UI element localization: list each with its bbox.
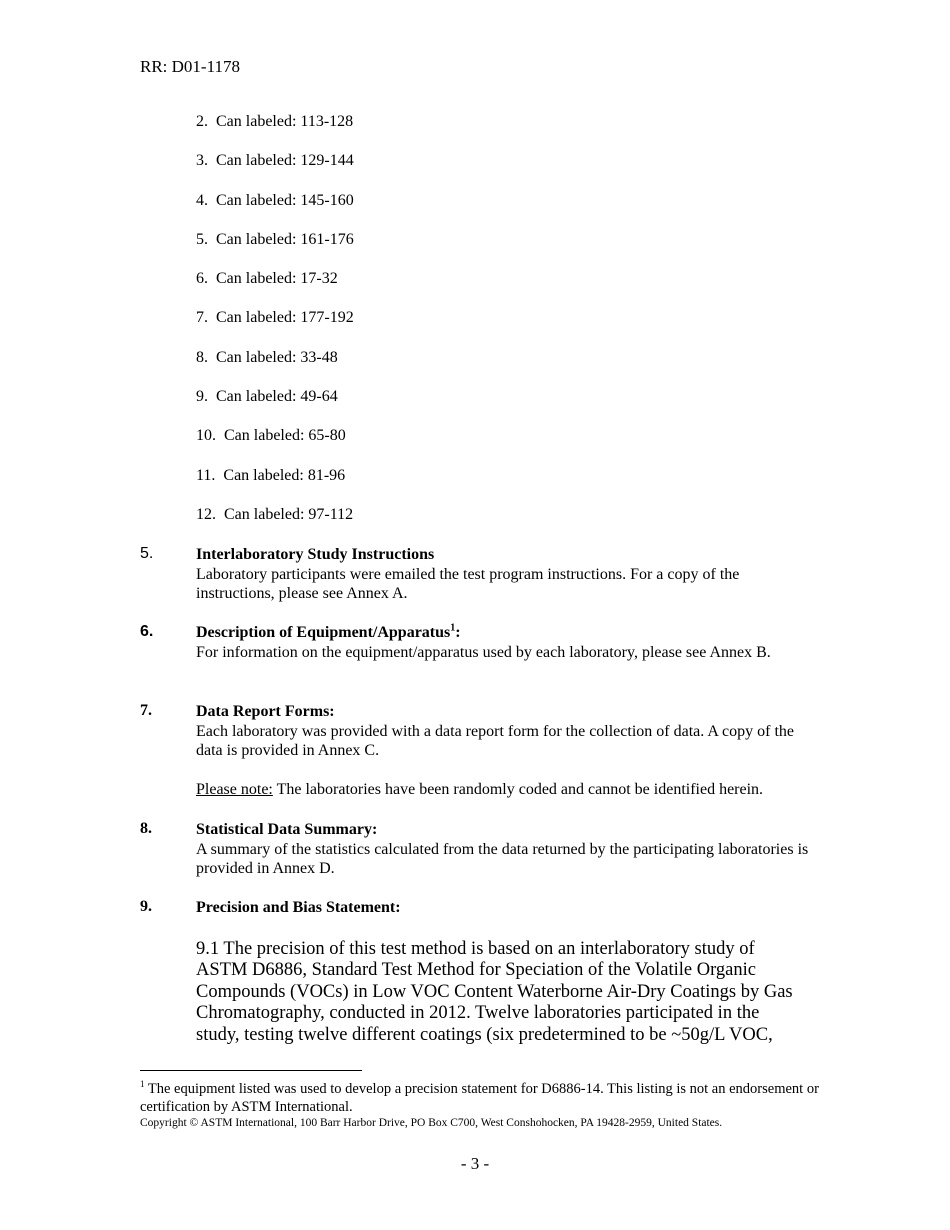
footnote-reference: 1 [450, 622, 456, 634]
section-5 [140, 545, 810, 604]
list-item: 5. Can labeled: 161-176 [196, 230, 354, 248]
section-title-text: Description of Equipment/Apparatus [196, 624, 451, 641]
list-item: 4. Can labeled: 145-160 [196, 191, 354, 209]
section-6 [140, 623, 810, 662]
footnote [140, 1080, 820, 1116]
list-item: 10. Can labeled: 65-80 [196, 427, 346, 445]
section-body: A summary of the statistics calculated from the data returned by the participating laboratories is provided in Annex D. [196, 840, 809, 877]
list-item: 8. Can labeled: 33-48 [196, 348, 338, 366]
section-title: Data Report Forms: [196, 703, 335, 720]
section-title-suffix: : [455, 624, 461, 641]
page-number: - 3 - [460, 1154, 490, 1173]
list-item: 9. Can labeled: 49-64 [196, 388, 338, 406]
section-number: 6. [140, 623, 154, 640]
section-9 [140, 898, 810, 918]
report-id-header: RR: D01-1178 [140, 57, 240, 76]
list-item: 11. Can labeled: 81-96 [196, 466, 346, 484]
footnote-text: The equipment listed was used to develop a precision statement for D6886-14. This listing is not an endorsement or certification by ASTM International. [140, 1081, 819, 1115]
section-number: 7. [140, 702, 152, 719]
note-label: Please note: [196, 780, 273, 798]
section-number: 9. [140, 898, 152, 915]
section-title: Interlaboratory Study Instructions [196, 546, 435, 563]
list-item: 3. Can labeled: 129-144 [196, 152, 354, 170]
section-body: Laboratory participants were emailed the test program instructions. For a copy of the instructions, please see Annex A. [196, 565, 740, 602]
copyright-notice: Copyright © ASTM International, 100 Barr Harbor Drive, PO Box C700, West Conshohocken, PA 19428-2959, United States. [140, 1117, 723, 1129]
can-label-list [196, 112, 354, 544]
section-7 [140, 702, 810, 799]
section-title: Precision and Bias Statement: [196, 899, 401, 916]
note-paragraph [196, 780, 810, 800]
section-title [196, 623, 810, 643]
footnote-divider [140, 1070, 362, 1071]
note-text: The laboratories have been randomly coded and cannot be identified herein. [272, 780, 764, 798]
list-item: 2. Can labeled: 113-128 [196, 113, 354, 130]
section-number: 5. [140, 545, 154, 562]
precision-paragraph: 9.1 The precision of this test method is based on an interlaboratory study of ASTM D6886, Standard Test Method for Speciation of the Volatile Organic Compounds (VOCs) in Low VOC Content Waterborne Air-Dry Coatings by Gas Chromatography, conducted in 2012. Twelve laboratories participated in the study, testing twelve different coatings (six predetermined to be ~50g/L VOC, [196, 939, 793, 1045]
section-8 [140, 820, 810, 879]
section-body: Each laboratory was provided with a data report form for the collection of data. A copy of the data is provided in Annex C. [196, 722, 795, 759]
section-title: Statistical Data Summary: [196, 821, 378, 838]
list-item: 6. Can labeled: 17-32 [196, 270, 338, 288]
section-number: 8. [140, 820, 152, 837]
list-item: 12. Can labeled: 97-112 [196, 505, 354, 523]
section-body: For information on the equipment/apparatus used by each laboratory, please see Annex B. [196, 643, 771, 661]
list-item: 7. Can labeled: 177-192 [196, 309, 354, 327]
footnote-marker: 1 [140, 1079, 145, 1090]
